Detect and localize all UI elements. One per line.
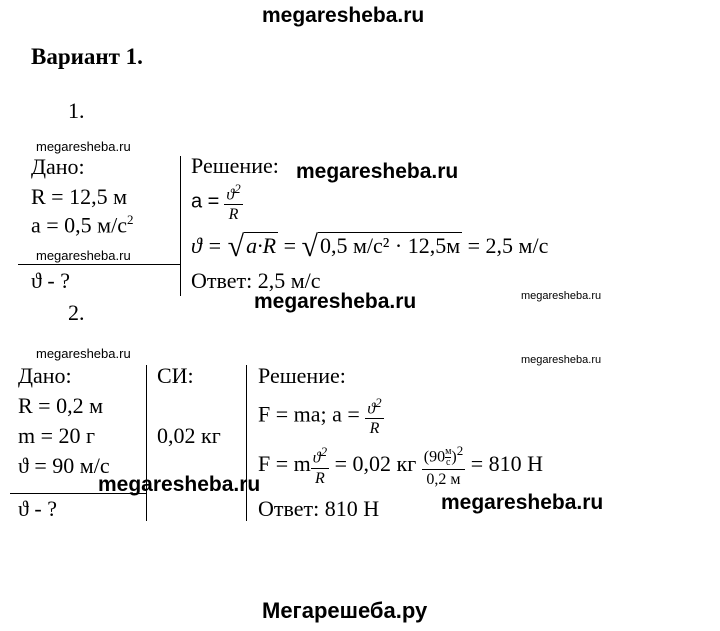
watermark-bottom: Мегарешеба.ру	[262, 598, 428, 623]
p2-vertical-divider-1	[146, 365, 147, 521]
p2-vertical-divider-2	[246, 365, 247, 521]
p2-given-m: m = 20 г	[18, 423, 96, 448]
watermark-small: megaresheba.ru	[36, 139, 131, 154]
p1-given-divider	[18, 264, 180, 265]
p1-given-r: R = 12,5 м	[31, 184, 128, 209]
p2-si-value: 0,02 кг	[157, 423, 221, 448]
watermark-big: megaresheba.ru	[98, 473, 261, 496]
p1-formula-1: а = $\frac{ϑ^2}{R}$	[191, 181, 241, 224]
watermark-small: megaresheba.ru	[36, 346, 131, 361]
p2-formula-2: F = m $\frac{ϑ^2}{R}$ = 0,02 кг (90 $\frac{м}{с}$ )$^2$ 0,2 м = 810 Н	[258, 443, 544, 489]
p1-solution-label: Решение:	[191, 153, 279, 178]
p2-find: ϑ - ?	[18, 496, 57, 521]
watermark-top: megaresheba.ru	[262, 4, 425, 27]
p2-given-divider	[10, 493, 146, 494]
p2-given-r: R = 0,2 м	[18, 393, 104, 418]
p2-given-v: ϑ = 90 м/с	[18, 453, 110, 478]
p1-vertical-divider	[180, 156, 181, 296]
watermark-big: megaresheba.ru	[254, 290, 417, 313]
p1-answer: Ответ: 2,5 м/с	[191, 268, 321, 293]
p1-given-label: Дано:	[31, 154, 85, 179]
watermark-big: megaresheba.ru	[296, 160, 459, 183]
p1-find: ϑ - ?	[31, 268, 70, 293]
p1-formula-2: ϑ = √a·R = √0,5 м/с² · 12,5м = 2,5 м/с	[191, 230, 549, 263]
p2-formula-1: F = ma; а = $\frac{ϑ^2}{R}$	[258, 395, 382, 438]
problem-2-number: 2.	[68, 300, 85, 325]
problem-1-number: 1.	[68, 98, 85, 123]
p2-solution-label: Решение:	[258, 363, 346, 388]
watermark-small: megaresheba.ru	[36, 248, 131, 263]
variant-heading: Вариант 1.	[31, 44, 143, 69]
watermark-big: megaresheba.ru	[441, 491, 604, 514]
p2-answer: Ответ: 810 Н	[258, 496, 380, 521]
p2-si-label: СИ:	[157, 363, 194, 388]
watermark-tiny: megaresheba.ru	[521, 290, 602, 302]
watermark-tiny: megaresheba.ru	[521, 354, 602, 366]
p1-given-a: a = 0,5 $м/с^2$	[31, 212, 134, 238]
p2-given-label: Дано:	[18, 363, 72, 388]
